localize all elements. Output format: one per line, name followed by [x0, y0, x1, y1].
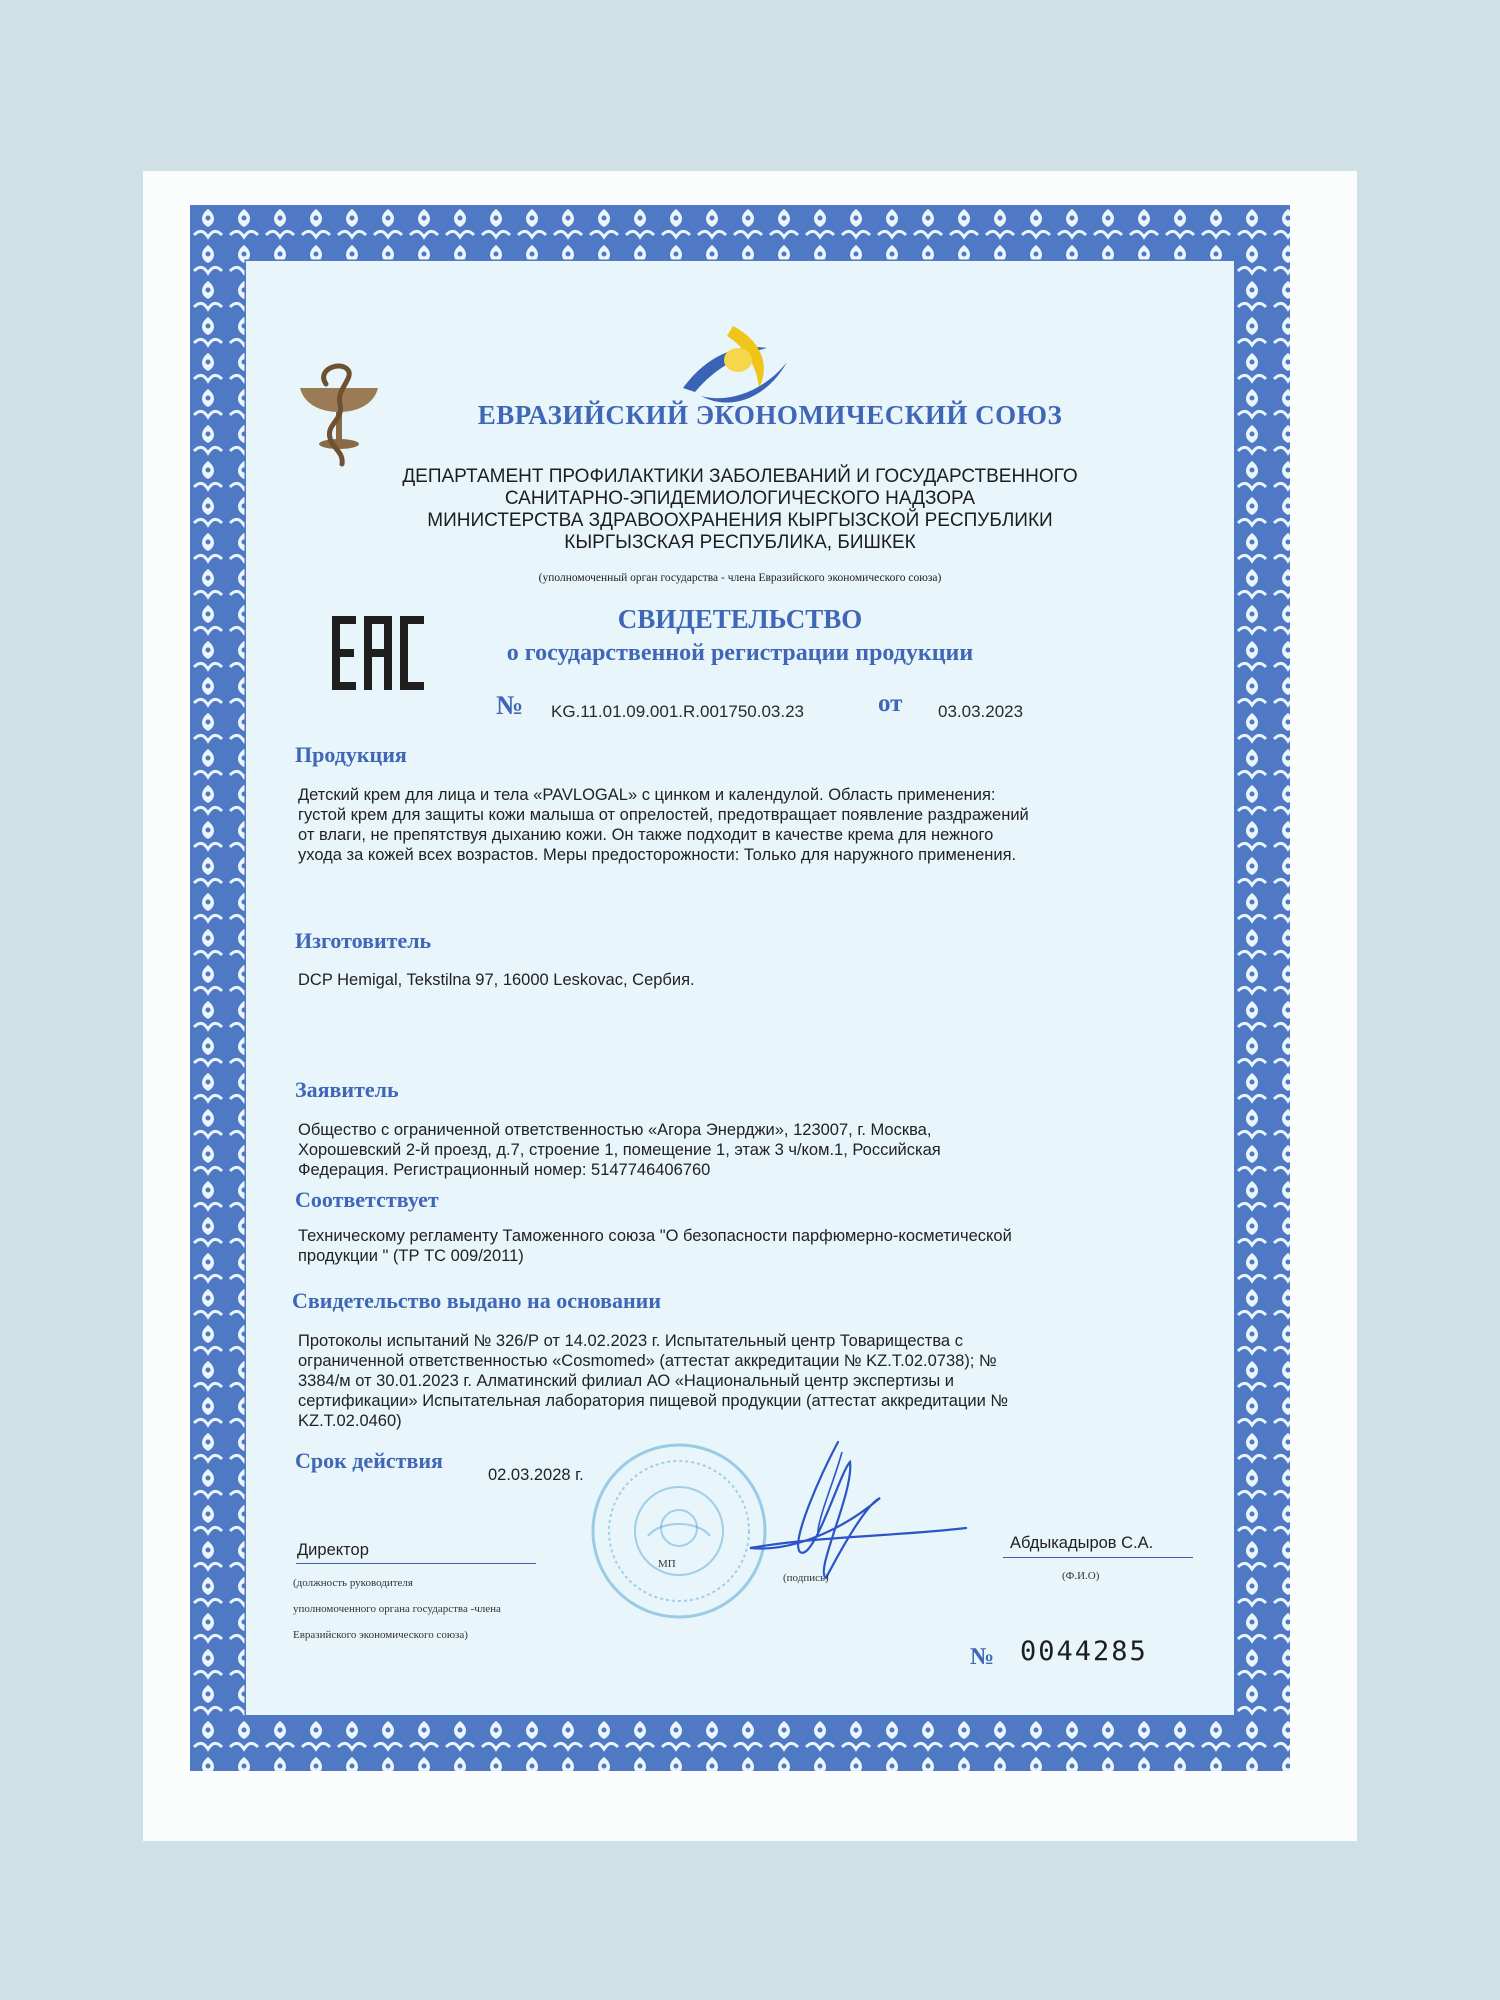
department-line: САНИТАРНО-ЭПИДЕМИОЛОГИЧЕСКОГО НАДЗОРА [504, 488, 976, 509]
authority-note: (уполномоченный орган государства - члена Евразийского экономического союза) [538, 572, 942, 584]
certificate-subtitle: о государственной регистрации продукции [506, 640, 974, 666]
signature-note: (подпись) [783, 1572, 829, 1584]
director-position: Директор [297, 1541, 369, 1559]
position-underline [296, 1563, 536, 1564]
position-note [293, 1570, 501, 1648]
basis-heading: Свидетельство выдано на основании [292, 1288, 662, 1313]
product-line: густой крем для защиты кожи малыша от опрелостей, предотвращает появление раздражений [298, 806, 1029, 824]
product-line: Детский крем для лица и тела «PAVLOGAL» с цинком и календулой. Область применения: [298, 786, 996, 804]
conforms-text [298, 1226, 1198, 1266]
registration-date: 03.03.2023 [938, 702, 1024, 721]
conforms-heading: Соответствует [295, 1187, 439, 1212]
basis-line: Протоколы испытаний № 326/Р от 14.02.2023 г. Испытательный центр Товарищества с [298, 1332, 963, 1350]
validity-heading: Срок действия [295, 1448, 443, 1473]
name-underline [1003, 1557, 1193, 1558]
name-note: (Ф.И.О) [1062, 1570, 1100, 1582]
number-sign: № [496, 690, 524, 720]
signatory-name: Абдыкадыров С.А. [1010, 1534, 1154, 1552]
manufacturer-text: DCP Hemigal, Tekstilna 97, 16000 Leskovac, Сербия. [298, 971, 695, 989]
department-block [246, 466, 1234, 554]
basis-line: сертификации» Испытательная лаборатория пищевой продукции (аттестат аккредитации № [298, 1392, 1009, 1410]
position-note-line: Евразийского экономического союза) [293, 1629, 468, 1641]
department-line: ДЕПАРТАМЕНТ ПРОФИЛАКТИКИ ЗАБОЛЕВАНИЙ И ГОСУДАРСТВЕННОГО [402, 466, 1078, 487]
certificate-title: СВИДЕТЕЛЬСТВО [617, 604, 863, 634]
department-line: КЫРГЫЗСКАЯ РЕСПУБЛИКА, БИШКЕК [564, 532, 916, 553]
applicant-line: Федерация. Регистрационный номер: 5147746406760 [298, 1161, 711, 1179]
date-label: от [878, 690, 903, 717]
eaeu-emblem-icon [675, 318, 795, 410]
form-number-sign: № [970, 1644, 995, 1670]
conforms-line: продукции " (ТР ТС 009/2011) [298, 1247, 524, 1265]
position-note-line: уполномоченного органа государства -члена [293, 1603, 501, 1615]
applicant-text [298, 1120, 1198, 1180]
validity-date: 02.03.2028 г. [488, 1466, 584, 1484]
basis-line: KZ.T.02.0460) [298, 1412, 402, 1430]
product-line: от влаги, не препятствуя дыханию кожи. Он также подходит в качестве крема для нежного [298, 826, 994, 844]
signature-icon [730, 1432, 970, 1582]
position-note-line: (должность руководителя [293, 1577, 413, 1589]
basis-text [298, 1331, 1198, 1431]
basis-line: ограниченной ответственностью «Cosmomed» (аттестат аккредитации № KZ.T.02.0738); № [298, 1352, 997, 1370]
applicant-heading: Заявитель [295, 1077, 399, 1102]
product-heading: Продукция [295, 742, 407, 767]
product-line: ухода за кожей всех возрастов. Меры предосторожности: Только для наружного применения. [298, 846, 1017, 864]
manufacturer-heading: Изготовитель [295, 928, 432, 953]
conforms-line: Техническому регламенту Таможенного союза "О безопасности парфюмерно-косметической [298, 1227, 1012, 1245]
union-title: ЕВРАЗИЙСКИЙ ЭКОНОМИЧЕСКИЙ СОЮЗ [477, 400, 1063, 430]
stamp-label: МП [658, 1558, 676, 1570]
applicant-line: Хорошевский 2-й проезд, д.7, строение 1, помещение 1, этаж 3 ч/ком.1, Российская [298, 1141, 941, 1159]
form-number: 0044285 [1020, 1636, 1148, 1667]
department-line: МИНИСТЕРСТВА ЗДРАВООХРАНЕНИЯ КЫРГЫЗСКОЙ РЕСПУБЛИКИ [427, 510, 1053, 531]
product-text [298, 785, 1198, 865]
applicant-line: Общество с ограниченной ответственностью «Агора Энерджи», 123007, г. Москва, [298, 1121, 932, 1139]
basis-line: 3384/м от 30.01.2023 г. Алматинский филиал АО «Национальный центр экспертизы и [298, 1372, 955, 1390]
registration-number: KG.11.01.09.001.R.001750.03.23 [551, 702, 804, 721]
